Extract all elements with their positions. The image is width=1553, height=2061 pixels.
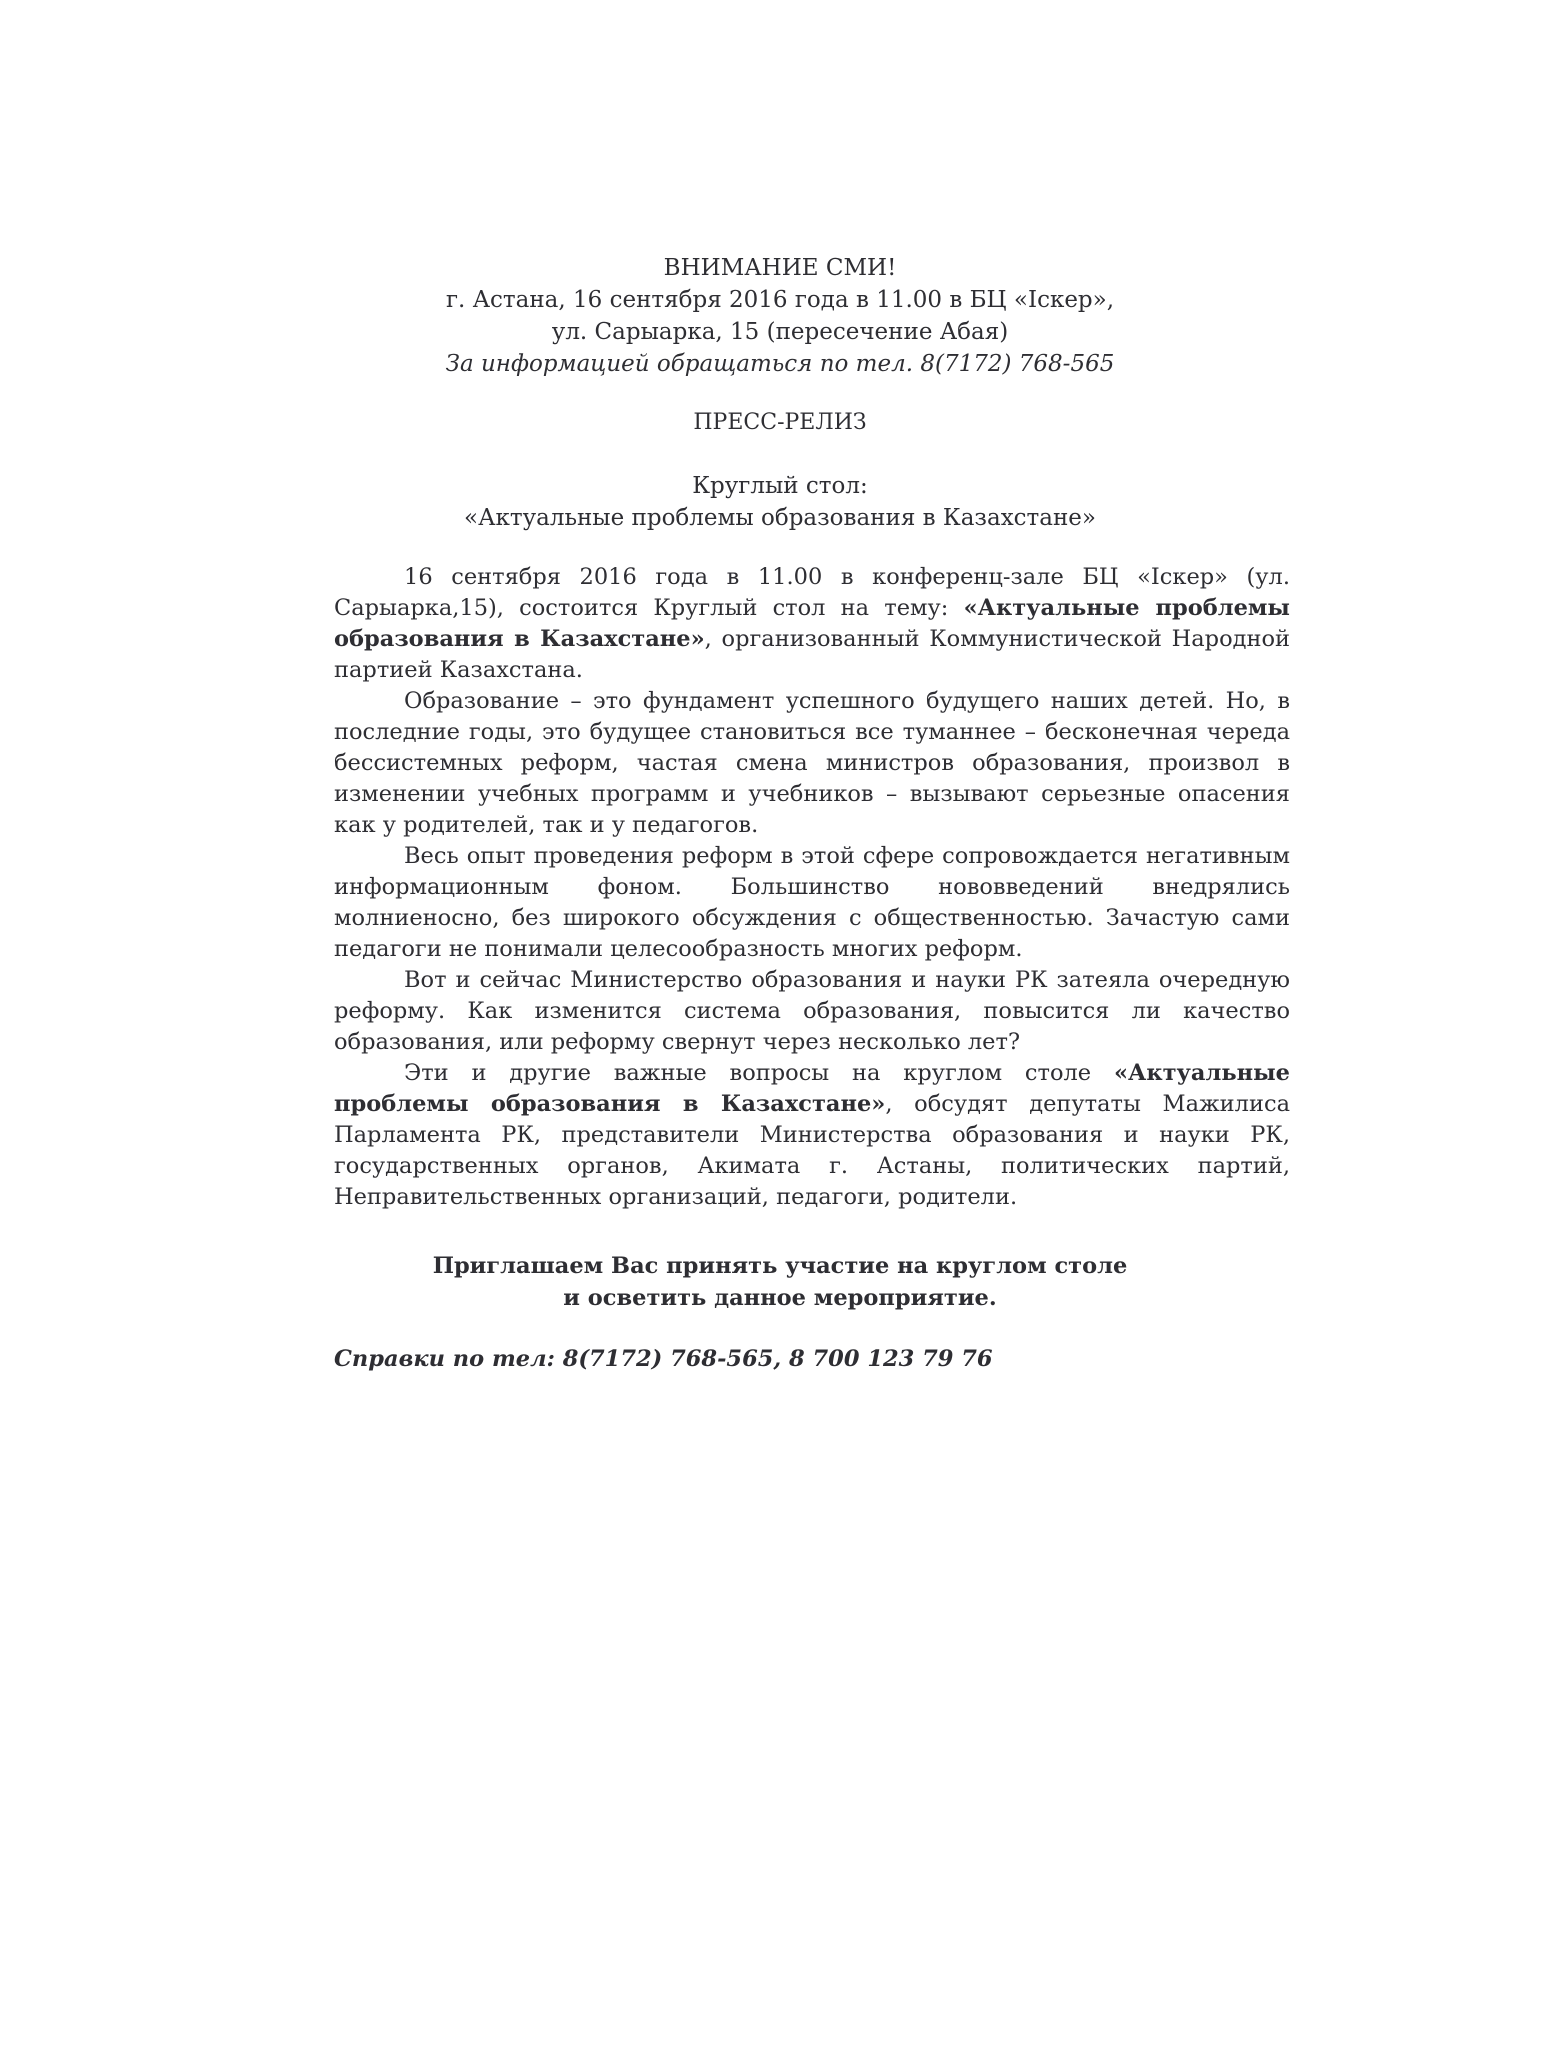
press-release-label: ПРЕСС-РЕЛИЗ — [693, 410, 867, 435]
paragraph-1-organizer: , организованный Коммунистической Народной партией Казахстана. — [334, 626, 1291, 683]
info-contact-line: За информацией обращаться по тел. 8(7172) 768-565 — [445, 351, 1115, 377]
media-notice-header — [330, 252, 1230, 380]
invitation-line-1: Приглашаем Вас принять участие на круглом столе — [432, 1253, 1128, 1279]
event-type: Круглый стол: — [692, 473, 868, 499]
event-title: «Актуальные проблемы образования в Казахстане» — [464, 505, 1096, 531]
paragraph-5-topic: «Актуальные проблемы образования в Казахстане» — [334, 1060, 1290, 1117]
invitation-block — [330, 1250, 1230, 1314]
paragraph-4: Вот и сейчас Министерство образования и науки РК затеяла очередную реформу. Как изменится система образования, повысится ли качество образования, или реформу свернут через несколько лет? — [334, 967, 1290, 1055]
paragraph-1-topic: «Актуальные проблемы образования в Казахстане» — [334, 595, 1290, 652]
paragraph-1 — [334, 562, 1290, 686]
paragraph-5-text: Эти и другие важные вопросы на круглом столе — [404, 1060, 1114, 1086]
event-date-location: г. Астана, 16 сентября 2016 года в 11.00 в БЦ «Іскер», — [445, 287, 1115, 313]
event-title-block — [330, 470, 1230, 534]
event-address: ул. Сарыарка, 15 (пересечение Абая) — [551, 319, 1009, 345]
paragraph-3: Весь опыт проведения реформ в этой сфере сопровождается негативным информационным фоном. Большинство нововведений внедрялись молниеносно, без широкого обсуждения с общественностью. Зачастую сами педагоги не понимали целесообразность многих реформ. — [334, 843, 1290, 962]
attention-heading: ВНИМАНИЕ СМИ! — [663, 255, 897, 281]
paragraph-1-text: 16 сентября 2016 года в 11.00 в конференц-зале БЦ «Іскер» (ул. Сарыарка,15), состоится Круглый стол на тему: — [334, 564, 1290, 621]
paragraph-5-participants: , обсудят депутаты Мажилиса Парламента РК, представители Министерства образования и науки РК, государственных органов, Акимата г. Астаны, политических партий, Неправительственных организаций, педагоги, родители. — [334, 1091, 1290, 1210]
paragraph-5 — [334, 1058, 1290, 1213]
press-release-body — [334, 562, 1290, 1213]
contact-phones: Справки по тел: 8(7172) 768-565, 8 700 123 79 76 — [334, 1346, 993, 1372]
invitation-line-2: и осветить данное мероприятие. — [563, 1285, 997, 1311]
paragraph-2: Образование – это фундамент успешного будущего наших детей. Но, в последние годы, это будущее становиться все туманнее – бесконечная череда бессистемных реформ, частая смена министров образования, произвол в изменении учебных программ и учебников – вызывают серьезные опасения как у родителей, так и у педагогов. — [334, 688, 1290, 838]
